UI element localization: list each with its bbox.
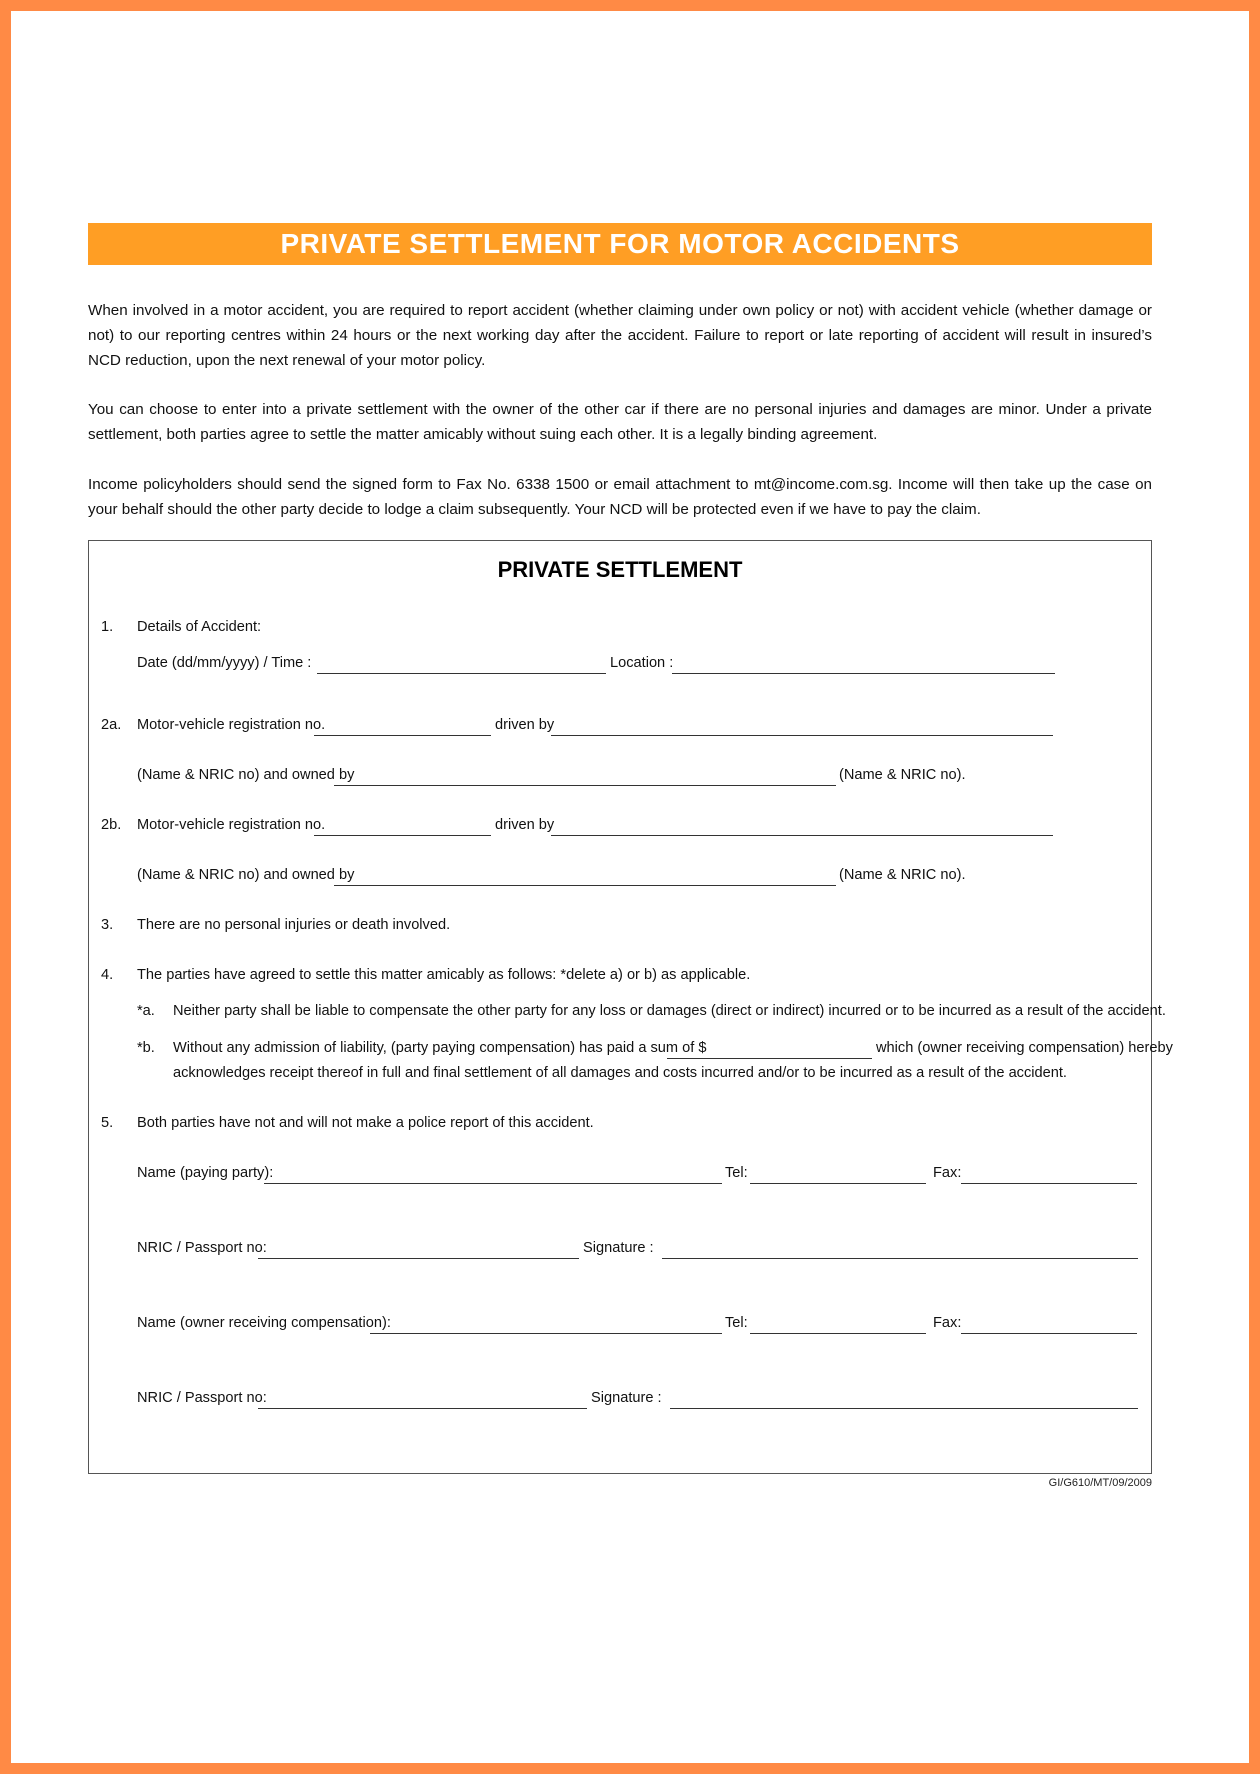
- owned-by-field-2a[interactable]: [334, 785, 836, 786]
- section-number: 5.: [101, 1115, 114, 1131]
- date-time-field[interactable]: [317, 673, 606, 674]
- signature-label: Signature :: [583, 1240, 654, 1256]
- option-a-mark: *a.: [137, 1003, 155, 1019]
- driven-by-field-2b[interactable]: [551, 835, 1053, 836]
- fax-field-owner[interactable]: [961, 1333, 1137, 1334]
- name-paying-label: Name (paying party):: [137, 1165, 274, 1181]
- owned-by-label: (Name & NRIC no) and owned by: [137, 767, 355, 783]
- option-b-text-2: which (owner receiving compensation) hereby: [876, 1040, 1173, 1056]
- section-number: 1.: [101, 619, 114, 635]
- name-owner-field[interactable]: [370, 1333, 722, 1334]
- form-code: GI/G610/MT/09/2009: [1048, 1477, 1152, 1489]
- registration-label: Motor-vehicle registration no.: [137, 717, 326, 733]
- section-number: 3.: [101, 917, 114, 933]
- owned-by-field-2b[interactable]: [334, 885, 836, 886]
- intro-paragraph-2: You can choose to enter into a private settlement with the owner of the other car if there are no personal injuries and damages are minor. Under a private settlement, both parties agree to settle the matter amicably without suing each other. It is a legally binding agreement.: [88, 401, 1152, 443]
- option-b-text-3: acknowledges receipt thereof in full and final settlement of all damages and costs incurred and/or to be incurred as a result of the accident.: [173, 1065, 1067, 1081]
- fax-label: Fax:: [933, 1315, 962, 1331]
- intro-paragraph-1: When involved in a motor accident, you are required to report accident (whether claiming under own policy or not) with accident vehicle (whether damage or not) to our reporting centres within 24 hours or the next working day after the accident. Failure to report or late reporting of accident will result in insured’s NCD reduction, upon the next renewal of your motor policy.: [88, 302, 1152, 369]
- signature-label: Signature :: [591, 1390, 662, 1406]
- owned-by-label: (Name & NRIC no) and owned by: [137, 867, 355, 883]
- option-a-text: Neither party shall be liable to compensate the other party for any loss or damages (direct or indirect) incurred or to be incurred as a result of the accident.: [173, 1003, 1166, 1019]
- intro-paragraph-3: Income policyholders should send the signed form to Fax No. 6338 1500 or email attachment to mt@income.com.sg. Income will then take up the case on your behalf should the other party decide to lodge a claim subsequently. Your NCD will be protected even if we have to pay the claim.: [88, 476, 1152, 518]
- option-b-mark: *b.: [137, 1040, 155, 1056]
- sum-amount-field[interactable]: [667, 1058, 872, 1059]
- section-number: 4.: [101, 967, 114, 983]
- name-nric-suffix: (Name & NRIC no).: [839, 867, 966, 883]
- location-field[interactable]: [672, 673, 1055, 674]
- signature-field-paying[interactable]: [662, 1258, 1138, 1259]
- tel-label: Tel:: [725, 1315, 748, 1331]
- name-owner-label: Name (owner receiving compensation):: [137, 1315, 391, 1331]
- fax-label: Fax:: [933, 1165, 962, 1181]
- name-paying-field[interactable]: [264, 1183, 722, 1184]
- nric-label: NRIC / Passport no:: [137, 1390, 267, 1406]
- registration-field-2b[interactable]: [314, 835, 491, 836]
- date-time-label: Date (dd/mm/yyyy) / Time :: [137, 655, 312, 671]
- section-number: 2a.: [101, 717, 122, 733]
- registration-label: Motor-vehicle registration no.: [137, 817, 326, 833]
- registration-field-2a[interactable]: [314, 735, 491, 736]
- tel-field-paying[interactable]: [750, 1183, 926, 1184]
- section-text: There are no personal injuries or death involved.: [137, 917, 451, 933]
- settlement-form-box: [88, 540, 1173, 1474]
- tel-label: Tel:: [725, 1165, 748, 1181]
- driven-by-field-2a[interactable]: [551, 735, 1053, 736]
- section-text: Both parties have not and will not make a police report of this accident.: [137, 1115, 594, 1131]
- page-title-banner: PRIVATE SETTLEMENT FOR MOTOR ACCIDENTS: [88, 223, 1152, 265]
- nric-field-paying[interactable]: [258, 1258, 579, 1259]
- option-b-text-1: Without any admission of liability, (party paying compensation) has paid a sum of $: [173, 1040, 707, 1056]
- driven-by-label: driven by: [495, 817, 555, 833]
- nric-field-owner[interactable]: [258, 1408, 587, 1409]
- location-label: Location :: [610, 655, 674, 671]
- tel-field-owner[interactable]: [750, 1333, 926, 1334]
- fax-field-paying[interactable]: [961, 1183, 1137, 1184]
- section-label: Details of Accident:: [137, 619, 262, 635]
- section-number: 2b.: [101, 817, 122, 833]
- signature-field-owner[interactable]: [670, 1408, 1138, 1409]
- driven-by-label: driven by: [495, 717, 555, 733]
- nric-label: NRIC / Passport no:: [137, 1240, 267, 1256]
- section-text: The parties have agreed to settle this matter amicably as follows: *delete a) or b) as applicable.: [137, 967, 751, 983]
- name-nric-suffix: (Name & NRIC no).: [839, 767, 966, 783]
- form-title: PRIVATE SETTLEMENT: [497, 557, 743, 582]
